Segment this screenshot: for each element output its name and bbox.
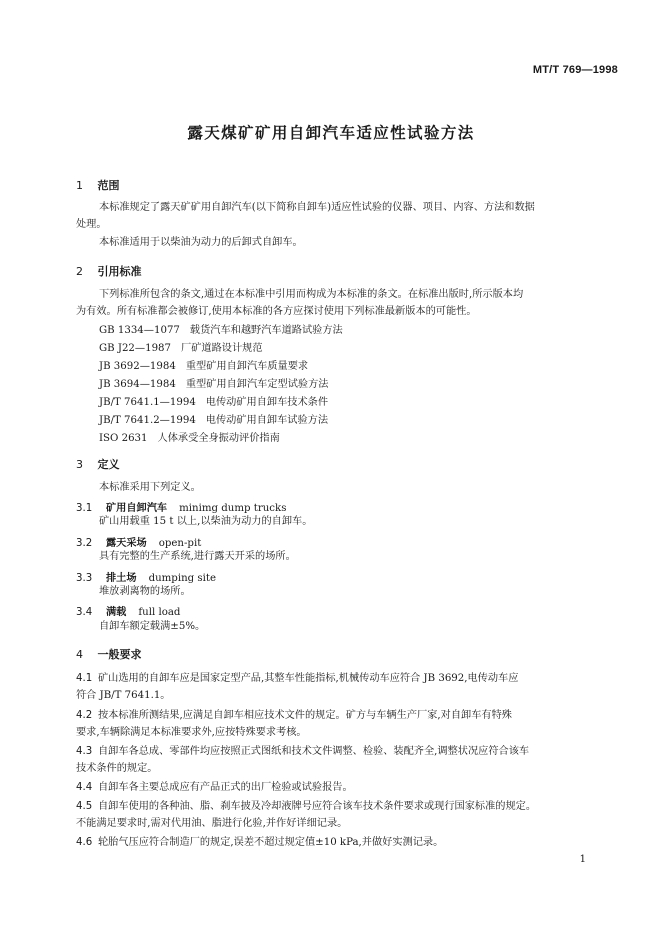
definition-term: 露天采场 bbox=[106, 538, 147, 549]
reference-code: JB/T 7641.1—1994 bbox=[99, 397, 196, 408]
section-1-heading bbox=[76, 177, 120, 193]
paragraph: 本标准规定了露天矿矿用自卸汽车(以下简称自卸车)适应性试验的仪器、项目、内容、方法和数据 bbox=[99, 202, 535, 213]
section-3-heading bbox=[76, 456, 120, 472]
reference-item bbox=[99, 321, 343, 336]
requirement-continuation: 不能满足要求时,需对代用油、脂进行化验,并作好详细记录。 bbox=[76, 818, 348, 829]
definition-number: 3.2 bbox=[76, 538, 93, 549]
definition-english: minimg dump trucks bbox=[179, 503, 287, 514]
definition-text: 具有完整的生产系统,进行露天开采的场所。 bbox=[99, 551, 296, 562]
page-number: 1 bbox=[579, 854, 586, 865]
document-title: 露天煤矿矿用自卸汽车适应性试验方法 bbox=[187, 124, 475, 142]
requirement-number: 4.3 bbox=[76, 746, 93, 757]
section-number: 3 bbox=[76, 458, 83, 471]
requirement-continuation: 符合 JB/T 7641.1。 bbox=[76, 690, 171, 701]
requirement-number: 4.1 bbox=[76, 673, 93, 684]
reference-item bbox=[99, 357, 308, 372]
definition-text: 堆放剥离物的场所。 bbox=[99, 586, 191, 597]
requirement-text: 自卸车各总成、零部件均应按照正式图纸和技术文件调整、检验、装配齐全,调整状况应符合该车 bbox=[98, 746, 530, 757]
reference-title: 重型矿用自卸汽车质量要求 bbox=[185, 361, 309, 372]
requirement-text: 按本标准所测结果,应满足自卸车相应技术文件的规定。矿方与车辆生产厂家,对自卸车有特殊 bbox=[98, 710, 512, 721]
reference-title: 重型矿用自卸汽车定型试验方法 bbox=[185, 379, 329, 390]
definition-text: 自卸车额定载满±5%。 bbox=[99, 621, 206, 632]
definition-english: dumping site bbox=[148, 573, 217, 584]
definition-term: 排土场 bbox=[106, 573, 137, 584]
reference-title: 人体承受全身振动评价指南 bbox=[157, 433, 280, 444]
requirement-continuation: 要求,车辆除满足本标准要求外,应按特殊要求考核。 bbox=[76, 727, 307, 738]
requirement-text: 自卸车使用的各种油、脂、刹车披及冷却液牌号应符合该车技术条件要求或现行国家标准的规定。 bbox=[98, 801, 537, 812]
requirement-text: 矿山选用的自卸车应是国家定型产品,其整车性能指标,机械传动车应符合 JB 3692,电传动车应 bbox=[98, 673, 519, 684]
section-title: 定义 bbox=[97, 458, 120, 471]
section-title: 引用标准 bbox=[97, 265, 142, 278]
definition-number: 3.1 bbox=[76, 503, 93, 514]
requirement-item bbox=[76, 743, 529, 760]
definition-text: 矿山用载重 15 t 以上,以柴油为动力的自卸车。 bbox=[99, 516, 313, 527]
paragraph: 本标准采用下列定义。 bbox=[99, 482, 201, 493]
definition-english: full load bbox=[138, 607, 181, 618]
paragraph: 本标准适用于以柴油为动力的后卸式自卸车。 bbox=[99, 237, 303, 248]
section-2-heading bbox=[76, 263, 142, 279]
reference-title: 电传动矿用自卸车技术条件 bbox=[205, 397, 329, 408]
reference-code: JB/T 7641.2—1994 bbox=[99, 415, 196, 426]
definition-heading bbox=[76, 569, 216, 584]
definition-heading bbox=[76, 603, 180, 618]
reference-title: 电传动矿用自卸车试验方法 bbox=[205, 415, 329, 426]
section-4-heading bbox=[76, 646, 142, 662]
requirement-text: 轮胎气压应符合制造厂的规定,误差不超过规定值±10 kPa,并做好实测记录。 bbox=[98, 837, 444, 848]
reference-item bbox=[99, 411, 328, 426]
requirement-item bbox=[76, 707, 512, 724]
section-title: 范围 bbox=[97, 179, 120, 192]
definition-english: open-pit bbox=[158, 538, 202, 549]
requirement-item bbox=[76, 834, 443, 851]
requirement-number: 4.4 bbox=[76, 782, 93, 793]
requirement-number: 4.2 bbox=[76, 710, 93, 721]
reference-item bbox=[99, 393, 328, 408]
reference-code: GB 1334—1077 bbox=[99, 325, 180, 336]
definition-number: 3.4 bbox=[76, 607, 93, 618]
section-number: 2 bbox=[76, 265, 83, 278]
requirement-continuation: 技术条件的规定。 bbox=[76, 763, 158, 774]
section-title: 一般要求 bbox=[97, 648, 142, 661]
paragraph: 为有效。所有标准都会被修订,使用本标准的各方应探讨使用下列标准最新版本的可能性。 bbox=[76, 306, 477, 317]
reference-code: ISO 2631 bbox=[99, 433, 148, 444]
paragraph: 下列标准所包含的条文,通过在本标准中引用而构成为本标准的条文。在标准出版时,所示版本均 bbox=[99, 289, 524, 300]
reference-item bbox=[99, 339, 263, 354]
reference-code: GB J22—1987 bbox=[99, 343, 172, 354]
definition-heading bbox=[76, 534, 201, 549]
reference-code: JB 3694—1984 bbox=[99, 379, 176, 390]
reference-title: 载货汽车和越野汽车道路试验方法 bbox=[189, 325, 343, 336]
requirement-item bbox=[76, 670, 518, 687]
standard-number: MT/T 769—1998 bbox=[532, 64, 618, 76]
requirement-number: 4.5 bbox=[76, 801, 93, 812]
reference-item bbox=[99, 429, 280, 444]
paragraph: 处理。 bbox=[76, 219, 107, 230]
definition-number: 3.3 bbox=[76, 573, 93, 584]
section-number: 1 bbox=[76, 179, 83, 192]
reference-code: JB 3692—1984 bbox=[99, 361, 176, 372]
requirement-item bbox=[76, 798, 536, 815]
definition-heading bbox=[76, 499, 286, 514]
requirement-text: 自卸车各主要总成应有产品正式的出厂检验或试验报告。 bbox=[98, 782, 353, 793]
definition-term: 矿用自卸汽车 bbox=[106, 503, 168, 514]
reference-title: 厂矿道路设计规范 bbox=[181, 343, 263, 354]
requirement-item bbox=[76, 779, 353, 796]
section-number: 4 bbox=[76, 648, 83, 661]
reference-item bbox=[99, 375, 328, 390]
requirement-number: 4.6 bbox=[76, 837, 93, 848]
definition-term: 满载 bbox=[106, 607, 127, 618]
